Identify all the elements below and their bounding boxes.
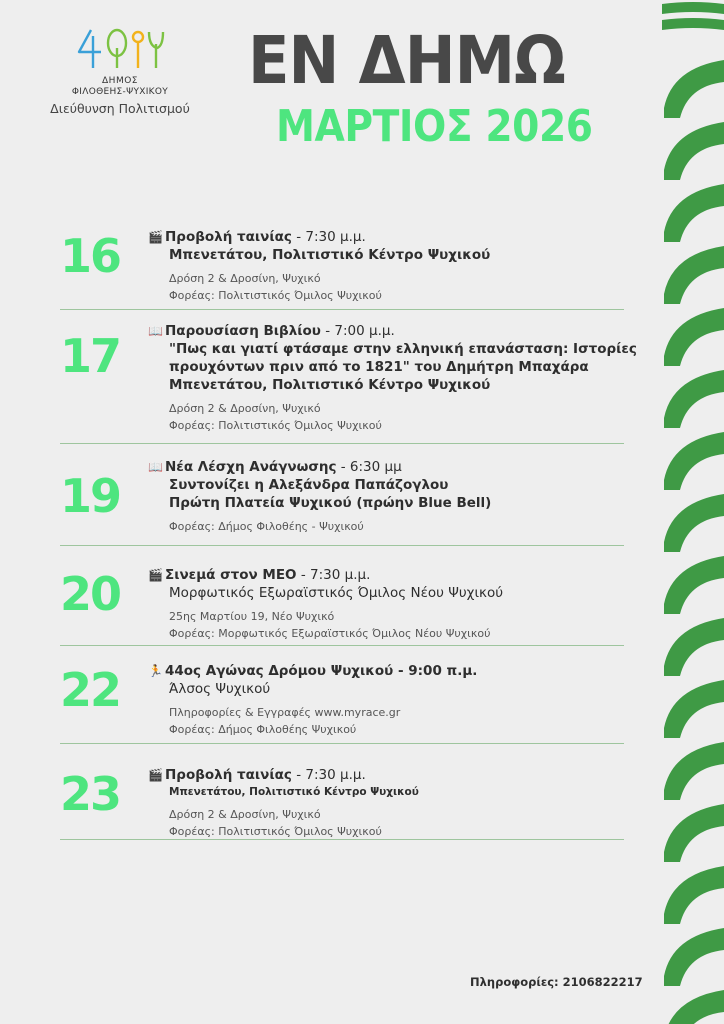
event-address: Δρόση 2 & Δροσίνη, Ψυχικό — [169, 402, 321, 415]
event-divider — [60, 443, 624, 444]
event-day: 16 — [60, 229, 121, 283]
event-organizer: Φορέας: Μορφωτικός Εξωραϊστικός Όμιλος Νέου Ψυχικού — [169, 627, 491, 640]
event-type: Προβολή ταινίας — [165, 229, 292, 245]
page-subtitle: ΜΑΡΤΙΟΣ 2026 — [276, 101, 593, 152]
event-time: - 7:00 μ.μ. — [320, 323, 395, 339]
event-description: "Πως και γιατί φτάσαμε στην ελληνική επανάσταση: Ιστορίες — [169, 341, 637, 357]
event-day: 20 — [60, 567, 121, 621]
event-details — [148, 766, 628, 840]
event-item — [60, 458, 624, 546]
event-heading — [148, 322, 628, 340]
event-address: Δρόση 2 & Δροσίνη, Ψυχικό — [169, 808, 321, 821]
event-details — [148, 662, 628, 738]
event-divider — [60, 309, 624, 310]
event-time: - 7:30 μ.μ. — [291, 767, 366, 783]
event-type: Παρουσίαση Βιβλίου — [165, 323, 321, 339]
event-item — [60, 766, 624, 840]
event-time: - 7:30 μ.μ. — [291, 229, 366, 245]
event-details — [148, 322, 637, 434]
event-time: - 6:30 μμ — [336, 459, 402, 475]
event-type: 44ος Αγώνας Δρόμου Ψυχικού - 9:00 π.μ. — [165, 663, 478, 679]
contact-info: Πληροφορίες: 2106822217 — [470, 975, 643, 989]
logo-trees-icon — [75, 26, 165, 72]
event-description: Πρώτη Πλατεία Ψυχικού (πρώην Blue Bell) — [169, 495, 492, 511]
event-divider — [60, 743, 624, 744]
event-divider — [60, 839, 624, 840]
event-type: Σινεμά στον ΜΕΟ — [165, 567, 297, 583]
event-description: Μπενετάτου, Πολιτιστικό Κέντρο Ψυχικού — [169, 247, 491, 263]
event-day: 23 — [60, 767, 121, 821]
event-description: προυχόντων πριν από το 1821" του Δημήτρη Μπαχάρα — [169, 359, 589, 375]
event-heading — [148, 662, 628, 680]
event-time: - 7:30 μ.μ. — [296, 567, 371, 583]
event-description: Συντονίζει η Αλεξάνδρα Παπάζογλου — [169, 477, 449, 493]
event-item — [60, 566, 624, 646]
book-icon: 📖 — [148, 324, 163, 338]
event-type: Προβολή ταινίας — [165, 767, 292, 783]
event-divider — [60, 645, 624, 646]
event-details — [148, 228, 628, 304]
film-clapper-icon: 🎬 — [148, 230, 163, 244]
event-day: 19 — [60, 469, 121, 523]
page-title: ΕΝ ΔΗΜΩ — [248, 22, 565, 99]
event-organizer: Φορέας: Πολιτιστικός Όμιλος Ψυχικού — [169, 419, 382, 432]
event-item — [60, 228, 624, 310]
municipality-logo — [40, 26, 200, 118]
logo-line-department: Διεύθυνση Πολιτισμού — [50, 101, 190, 116]
runner-icon: 🏃 — [148, 664, 163, 678]
logo-line-municipality: ΔΗΜΟΣ — [102, 76, 138, 86]
film-clapper-icon: 🎬 — [148, 768, 163, 782]
event-heading — [148, 228, 628, 246]
event-heading — [148, 458, 628, 476]
decorative-waves — [662, 0, 724, 1024]
event-day: 17 — [60, 329, 121, 383]
event-address: 25ης Μαρτίου 19, Νέο Ψυχικό — [169, 610, 335, 623]
event-description: Άλσος Ψυχικού — [169, 681, 271, 697]
event-organizer: Φορέας: Πολιτιστικός Όμιλος Ψυχικού — [169, 289, 382, 302]
event-heading — [148, 566, 628, 584]
event-description: Μορφωτικός Εξωραϊστικός Όμιλος Νέου Ψυχικού — [169, 585, 504, 601]
event-address: Πληροφορίες & Εγγραφές www.myrace.gr — [169, 706, 401, 719]
event-details — [148, 458, 628, 535]
event-description: Μπενετάτου, Πολιτιστικό Κέντρο Ψυχικού — [169, 786, 419, 798]
event-organizer: Φορέας: Δήμος Φιλοθέης - Ψυχικού — [169, 520, 364, 533]
event-item — [60, 662, 624, 744]
event-heading — [148, 766, 628, 784]
event-description: Μπενετάτου, Πολιτιστικό Κέντρο Ψυχικού — [169, 377, 491, 393]
event-day: 22 — [60, 663, 121, 717]
event-details — [148, 566, 628, 642]
event-organizer: Φορέας: Πολιτιστικός Όμιλος Ψυχικού — [169, 825, 382, 838]
book-icon: 📖 — [148, 460, 163, 474]
logo-line-name: ΦΙΛΟΘΕΗΣ-ΨΥΧΙΚΟΥ — [71, 87, 169, 97]
event-organizer: Φορέας: Δήμος Φιλοθέης Ψυχικού — [169, 723, 357, 736]
event-address: Δρόση 2 & Δροσίνη, Ψυχικό — [169, 272, 321, 285]
film-clapper-icon: 🎬 — [148, 568, 163, 582]
event-item — [60, 322, 637, 444]
event-divider — [60, 545, 624, 546]
event-type: Νέα Λέσχη Ανάγνωσης — [165, 459, 337, 475]
